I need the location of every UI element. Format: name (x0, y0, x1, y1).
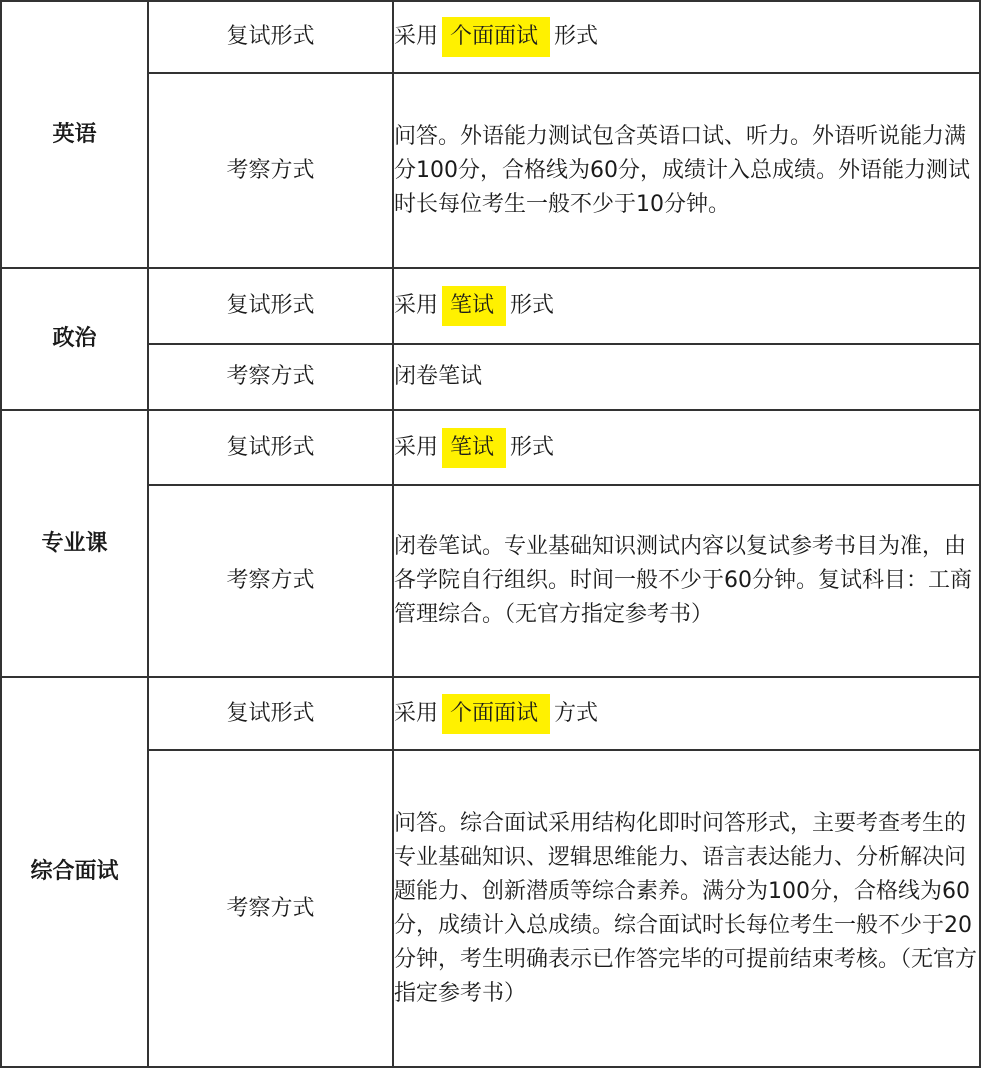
form-label: 复试形式 (148, 677, 393, 750)
form-suffix: 形式 (510, 293, 555, 318)
method-label: 考察方式 (148, 750, 393, 1067)
form-suffix: 方式 (554, 700, 599, 726)
form-cell-interview (393, 677, 980, 750)
form-suffix: 形式 (510, 434, 555, 460)
table-row (1, 73, 980, 268)
form-prefix: 采用 (394, 24, 439, 49)
form-cell-politics (393, 268, 980, 344)
highlight-mark: 个面面试 (442, 17, 550, 57)
form-prefix: 采用 (394, 293, 439, 318)
method-cell-english: 问答。外语能力测试包含英语口试、听力。外语听说能力满分100分，合格线为60分，成绩计入总成绩。外语能力测试时长每位考生一般不少于10分钟。 (393, 73, 980, 268)
form-label: 复试形式 (148, 1, 393, 73)
subject-cell-politics: 政治 (1, 268, 148, 410)
form-label: 复试形式 (148, 268, 393, 344)
form-cell-english (393, 1, 980, 73)
table-row (1, 268, 980, 344)
form-cell-major (393, 410, 980, 485)
table-row (1, 1, 980, 73)
method-cell-politics: 闭卷笔试 (393, 344, 980, 410)
form-suffix: 形式 (554, 24, 599, 49)
table-row (1, 410, 980, 485)
subject-cell-english: 英语 (1, 1, 148, 268)
table-row (1, 750, 980, 1067)
highlight-mark: 笔试 (442, 428, 506, 468)
table-row (1, 677, 980, 750)
method-cell-major: 闭卷笔试。专业基础知识测试内容以复试参考书目为准，由各学院自行组织。时间一般不少于60分钟。复试科目：工商管理综合。（无官方指定参考书） (393, 485, 980, 677)
method-label: 考察方式 (148, 73, 393, 268)
method-cell-interview: 问答。综合面试采用结构化即时问答形式，主要考查考生的专业基础知识、逻辑思维能力、语言表达能力、分析解决问题能力、创新潜质等综合素养。满分为100分，合格线为60分，成绩计入总成绩。综合面试时长每位考生一般不少于20分钟，考生明确表示已作答完毕的可提前结束考核。（无官方指定参考书） (393, 750, 980, 1067)
highlight-mark: 笔试 (442, 286, 506, 326)
form-prefix: 采用 (394, 434, 439, 460)
subject-cell-major: 专业课 (1, 410, 148, 677)
table-row (1, 344, 980, 410)
form-prefix: 采用 (394, 700, 439, 726)
method-label: 考察方式 (148, 485, 393, 677)
subject-cell-interview: 综合面试 (1, 677, 148, 1067)
highlight-mark: 个面面试 (442, 694, 550, 734)
method-label: 考察方式 (148, 344, 393, 410)
table-row (1, 485, 980, 677)
form-label: 复试形式 (148, 410, 393, 485)
